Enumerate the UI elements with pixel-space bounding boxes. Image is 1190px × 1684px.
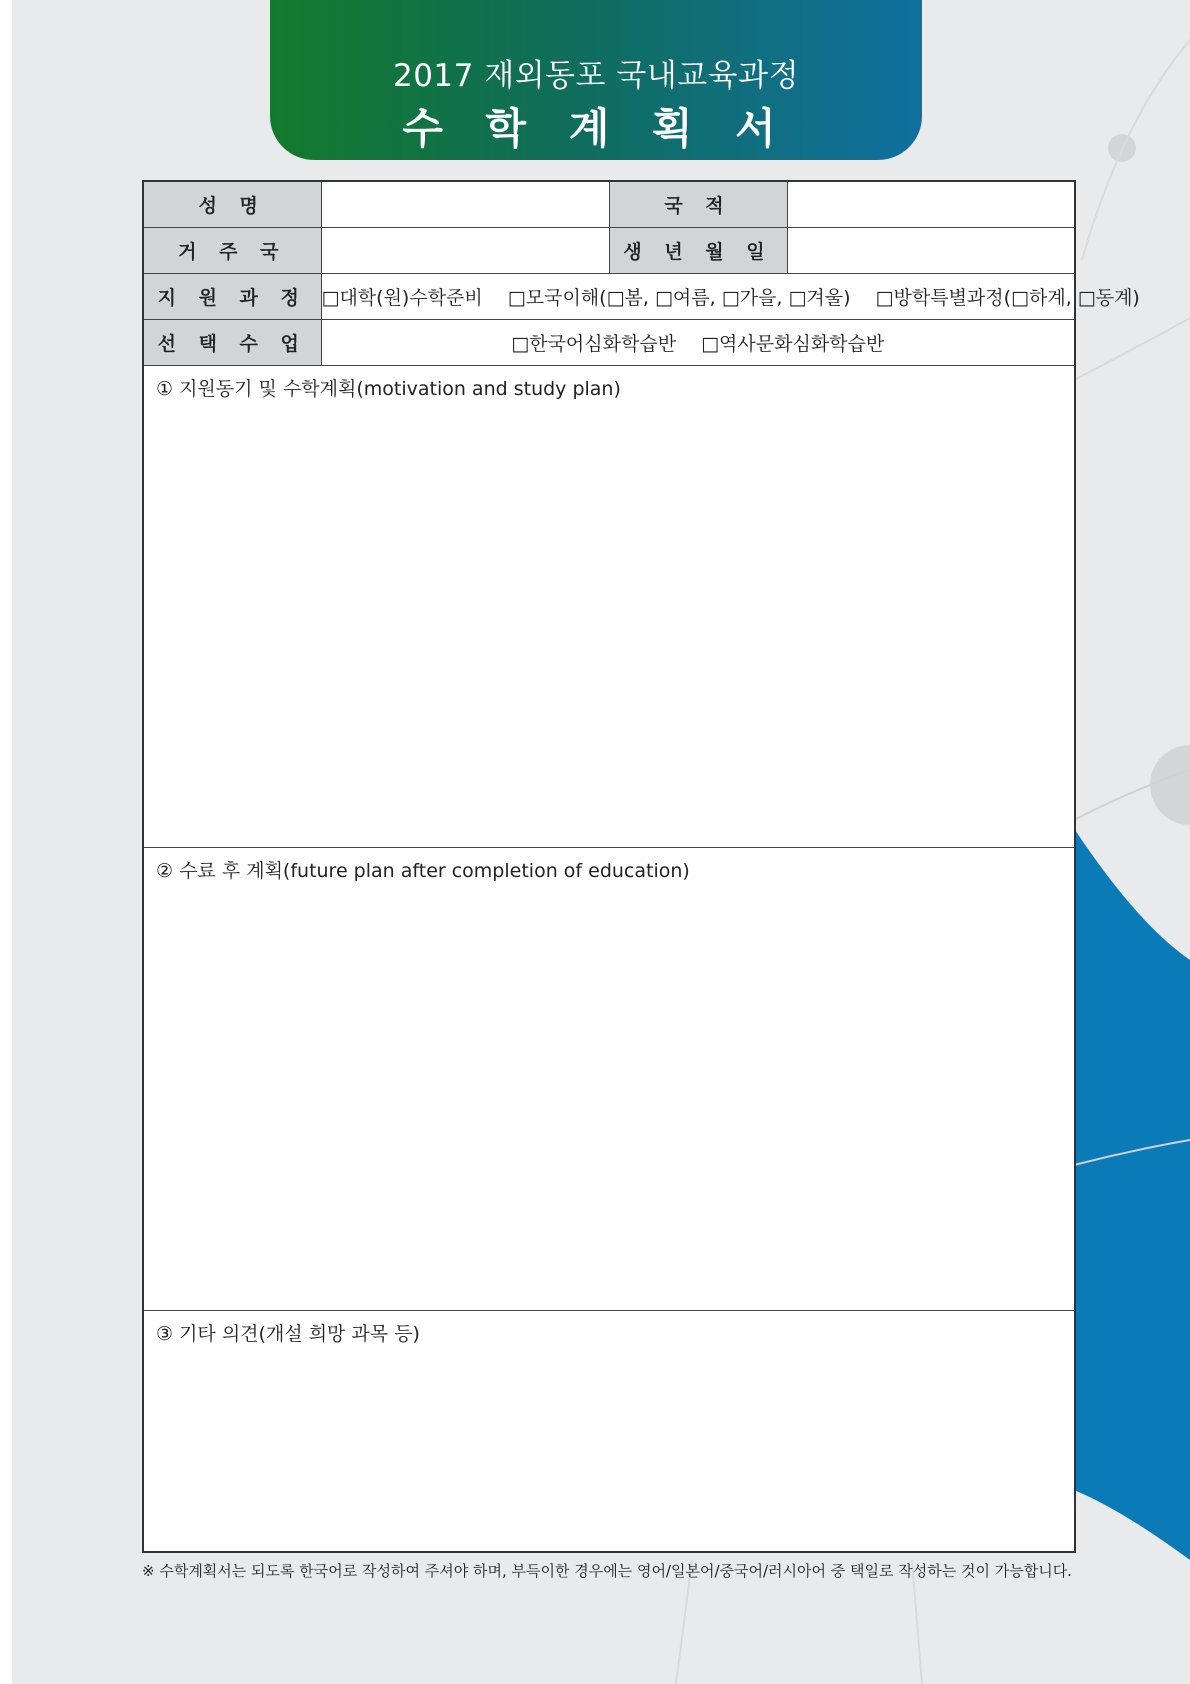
nationality-label: 국 적: [609, 181, 787, 227]
study-plan-area[interactable]: [143, 365, 1075, 847]
name-label: 성 명: [143, 181, 321, 227]
future-plan-area[interactable]: [143, 847, 1075, 1310]
title-banner: [270, 0, 922, 160]
residence-label: 거 주 국: [143, 227, 321, 273]
program-label: 지 원 과 정: [143, 273, 321, 319]
footnote: ※ 수학계획서는 되도록 한국어로 작성하여 주셔야 하며, 부득이한 경우에는 영어/일본어/중국어/러시아어 중 택일로 작성하는 것이 가능합니다.: [142, 1562, 1072, 1580]
decor-line: [1074, 318, 1190, 380]
decor-line: [1082, 40, 1190, 260]
section2-heading: ② 수료 후 계획(future plan after completion of education): [156, 859, 690, 882]
blue-swoosh: [1062, 810, 1190, 1560]
class-label: 선 택 수 업: [143, 319, 321, 365]
banner-title: 수 학 계 획 서: [402, 104, 790, 153]
section3-heading: ③ 기타 의견(개설 희망 과목 등): [156, 1322, 420, 1345]
section-other-comments: [143, 1310, 1075, 1552]
form-row-class: [143, 319, 1075, 365]
name-field[interactable]: [321, 181, 609, 227]
residence-field[interactable]: [321, 227, 609, 273]
section-future-plan: [143, 847, 1075, 1310]
birthdate-label: 생 년 월 일: [609, 227, 787, 273]
gray-circle: [1150, 745, 1190, 825]
program-options[interactable]: □대학(원)수학준비 □모국이해(□봄, □여름, □가을, □겨울) □방학특별과정(□하계, □동계): [321, 273, 1075, 319]
page-background: [12, 0, 1190, 1684]
form-row-name: [143, 181, 1075, 227]
section-study-plan: [143, 365, 1075, 847]
banner-subtitle: 2017 재외동포 국내교육과정: [392, 58, 800, 94]
birthdate-field[interactable]: [787, 227, 1075, 273]
application-form: [142, 180, 1140, 1553]
nationality-field[interactable]: [787, 181, 1075, 227]
other-comments-area[interactable]: [143, 1310, 1075, 1552]
form-row-program: [143, 273, 1075, 319]
form-row-residence: [143, 227, 1075, 273]
class-options[interactable]: □한국어심화학습반 □역사문화심화학습반: [321, 319, 1075, 365]
section1-heading: ① 지원동기 및 수학계획(motivation and study plan): [156, 377, 621, 400]
